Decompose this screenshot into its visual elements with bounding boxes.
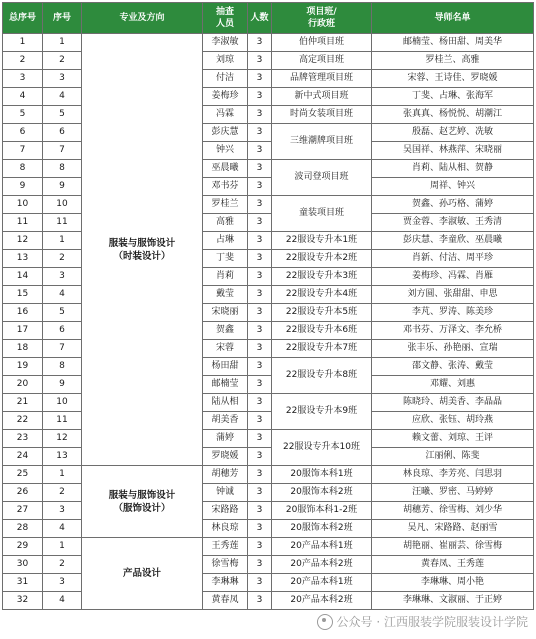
project-cell: 20产品本科1班 <box>272 538 372 556</box>
count-cell: 3 <box>248 538 272 556</box>
table-row <box>3 34 534 52</box>
project-cell: 品牌管理项目班 <box>272 70 372 88</box>
mentor-cell: 赖文蕾、刘琼、王评 <box>372 430 534 448</box>
mentor-cell: 邓书芬、万泽文、李允桥 <box>372 322 534 340</box>
count-cell: 3 <box>248 340 272 358</box>
total-no-cell: 32 <box>3 592 43 610</box>
staff-cell: 丁斐 <box>203 250 248 268</box>
staff-cell: 邮楠莹 <box>203 376 248 394</box>
project-cell: 22服设专升本5班 <box>272 304 372 322</box>
mentor-cell: 周祥、钟兴 <box>372 178 534 196</box>
mentor-cell: 肖新、付洁、周平珍 <box>372 250 534 268</box>
staff-cell: 陆从相 <box>203 394 248 412</box>
count-cell: 3 <box>248 52 272 70</box>
total-no-cell: 23 <box>3 430 43 448</box>
count-cell: 3 <box>248 196 272 214</box>
mentor-cell: 陈晓玲、胡美香、李晶晶 <box>372 394 534 412</box>
mentor-cell: 李琳琳、周小艳 <box>372 574 534 592</box>
mentor-cell: 贾金蓉、李淑敏、王秀清 <box>372 214 534 232</box>
staff-cell: 杨田甜 <box>203 358 248 376</box>
staff-cell: 罗桂兰 <box>203 196 248 214</box>
staff-cell: 王秀莲 <box>203 538 248 556</box>
count-cell: 3 <box>248 232 272 250</box>
staff-cell: 林良琼 <box>203 520 248 538</box>
count-cell: 3 <box>248 88 272 106</box>
count-cell: 3 <box>248 178 272 196</box>
seq-no-cell: 5 <box>43 304 82 322</box>
project-cell: 22服设专升本10班 <box>272 430 372 466</box>
total-no-cell: 10 <box>3 196 43 214</box>
project-cell: 高定项目班 <box>272 52 372 70</box>
staff-cell: 肖莉 <box>203 268 248 286</box>
total-no-cell: 21 <box>3 394 43 412</box>
seq-no-cell: 4 <box>43 88 82 106</box>
mentor-cell: 肖莉、陆从相、贺静 <box>372 160 534 178</box>
staff-cell: 戴莹 <box>203 286 248 304</box>
seq-no-cell: 13 <box>43 448 82 466</box>
seq-no-cell: 2 <box>43 250 82 268</box>
staff-cell: 冯霖 <box>203 106 248 124</box>
staff-cell: 付洁 <box>203 70 248 88</box>
seq-no-cell: 2 <box>43 484 82 502</box>
seq-no-cell: 9 <box>43 178 82 196</box>
total-no-cell: 15 <box>3 286 43 304</box>
mentor-cell: 汪曦、罗密、马婷婷 <box>372 484 534 502</box>
seq-no-cell: 5 <box>43 106 82 124</box>
count-cell: 3 <box>248 430 272 448</box>
total-no-cell: 22 <box>3 412 43 430</box>
count-cell: 3 <box>248 70 272 88</box>
total-no-cell: 7 <box>3 142 43 160</box>
header-project <box>272 3 372 34</box>
seq-no-cell: 7 <box>43 142 82 160</box>
project-cell: 20服饰本科2班 <box>272 520 372 538</box>
project-cell: 22服设专升本1班 <box>272 232 372 250</box>
seq-no-cell: 8 <box>43 160 82 178</box>
count-cell: 3 <box>248 106 272 124</box>
staff-cell: 钟兴 <box>203 142 248 160</box>
total-no-cell: 27 <box>3 502 43 520</box>
count-cell: 3 <box>248 250 272 268</box>
project-cell: 三维潮牌项目班 <box>272 124 372 160</box>
staff-cell: 高雅 <box>203 214 248 232</box>
count-cell: 3 <box>248 322 272 340</box>
project-cell: 20产品本科2班 <box>272 592 372 610</box>
project-cell: 22服设专升本7班 <box>272 340 372 358</box>
total-no-cell: 14 <box>3 268 43 286</box>
mentor-cell: 黄春凤、王秀莲 <box>372 556 534 574</box>
staff-cell: 邓书芬 <box>203 178 248 196</box>
seq-no-cell: 2 <box>43 52 82 70</box>
total-no-cell: 29 <box>3 538 43 556</box>
staff-cell: 彭庆慧 <box>203 124 248 142</box>
seq-no-cell: 8 <box>43 358 82 376</box>
seq-no-cell: 4 <box>43 286 82 304</box>
total-no-cell: 6 <box>3 124 43 142</box>
count-cell: 3 <box>248 502 272 520</box>
header-mentor: 导师名单 <box>372 3 534 34</box>
count-cell: 3 <box>248 358 272 376</box>
staff-cell: 宋蓉 <box>203 340 248 358</box>
project-cell: 新中式项目班 <box>272 88 372 106</box>
seq-no-cell: 3 <box>43 502 82 520</box>
major-direction-cell: 服装与服饰设计 （服饰设计） <box>82 466 203 538</box>
staff-cell: 刘琼 <box>203 52 248 70</box>
mentor-cell: 邓耀、刘惠 <box>372 376 534 394</box>
count-cell: 3 <box>248 520 272 538</box>
header-row <box>3 3 534 34</box>
project-cell: 20产品本科1班 <box>272 574 372 592</box>
total-no-cell: 13 <box>3 250 43 268</box>
project-cell: 伯仲项目班 <box>272 34 372 52</box>
staff-cell: 胡穗芳 <box>203 466 248 484</box>
seq-no-cell: 2 <box>43 556 82 574</box>
mentor-cell: 贺鑫、孙巧格、蒲婷 <box>372 196 534 214</box>
mentor-cell: 殷磊、赵艺婷、冼敏 <box>372 124 534 142</box>
total-no-cell: 17 <box>3 322 43 340</box>
seq-no-cell: 3 <box>43 574 82 592</box>
seq-no-cell: 3 <box>43 268 82 286</box>
staff-cell: 占琳 <box>203 232 248 250</box>
project-cell: 22服设专升本3班 <box>272 268 372 286</box>
seq-no-cell: 1 <box>43 538 82 556</box>
wechat-icon <box>317 614 333 630</box>
mentor-cell: 邵文静、张涛、戴莹 <box>372 358 534 376</box>
seq-no-cell: 6 <box>43 124 82 142</box>
project-cell: 时尚女装项目班 <box>272 106 372 124</box>
total-no-cell: 24 <box>3 448 43 466</box>
total-no-cell: 5 <box>3 106 43 124</box>
staff-cell: 罗晓媛 <box>203 448 248 466</box>
count-cell: 3 <box>248 376 272 394</box>
staff-cell: 巫晨曦 <box>203 160 248 178</box>
total-no-cell: 31 <box>3 574 43 592</box>
total-no-cell: 20 <box>3 376 43 394</box>
count-cell: 3 <box>248 304 272 322</box>
assignment-table <box>2 2 534 610</box>
total-no-cell: 12 <box>3 232 43 250</box>
mentor-cell: 林良琼、李芳亮、闫思羽 <box>372 466 534 484</box>
seq-no-cell: 7 <box>43 340 82 358</box>
total-no-cell: 30 <box>3 556 43 574</box>
staff-cell: 贺鑫 <box>203 322 248 340</box>
total-no-cell: 4 <box>3 88 43 106</box>
total-no-cell: 19 <box>3 358 43 376</box>
staff-cell: 蒲婷 <box>203 430 248 448</box>
seq-no-cell: 10 <box>43 394 82 412</box>
mentor-cell: 张真真、杨悦悦、胡潮江 <box>372 106 534 124</box>
count-cell: 3 <box>248 556 272 574</box>
seq-no-cell: 12 <box>43 430 82 448</box>
staff-cell: 李琳琳 <box>203 574 248 592</box>
mentor-cell: 胡穗芳、徐雪梅、刘少华 <box>372 502 534 520</box>
project-cell: 波司登项目班 <box>272 160 372 196</box>
project-cell: 22服设专升本6班 <box>272 322 372 340</box>
staff-cell: 胡美香 <box>203 412 248 430</box>
header-count: 人数 <box>248 3 272 34</box>
table-row <box>3 466 534 484</box>
total-no-cell: 9 <box>3 178 43 196</box>
mentor-cell: 刘方圆、张甜甜、申思 <box>372 286 534 304</box>
seq-no-cell: 11 <box>43 214 82 232</box>
count-cell: 3 <box>248 124 272 142</box>
count-cell: 3 <box>248 394 272 412</box>
header-total-no: 总序号 <box>3 3 43 34</box>
count-cell: 3 <box>248 412 272 430</box>
mentor-cell: 丁斐、占琳、张海军 <box>372 88 534 106</box>
mentor-cell: 江丽俐、陈斐 <box>372 448 534 466</box>
staff-cell: 钟诚 <box>203 484 248 502</box>
total-no-cell: 8 <box>3 160 43 178</box>
seq-no-cell: 11 <box>43 412 82 430</box>
seq-no-cell: 1 <box>43 466 82 484</box>
project-cell: 20服饰本科1-2班 <box>272 502 372 520</box>
count-cell: 3 <box>248 214 272 232</box>
project-cell: 22服设专升本4班 <box>272 286 372 304</box>
count-cell: 3 <box>248 448 272 466</box>
table-row <box>3 538 534 556</box>
project-cell: 童装项目班 <box>272 196 372 232</box>
seq-no-cell: 1 <box>43 232 82 250</box>
staff-cell: 宋路路 <box>203 502 248 520</box>
project-cell: 22服设专升本8班 <box>272 358 372 394</box>
project-cell: 22服设专升本9班 <box>272 394 372 430</box>
mentor-cell: 宋蓉、王诗佳、罗晓媛 <box>372 70 534 88</box>
total-no-cell: 2 <box>3 52 43 70</box>
watermark-text: 公众号 · 江西服装学院服装设计学院 <box>336 615 528 629</box>
mentor-cell: 姜梅珍、冯霖、肖雁 <box>372 268 534 286</box>
seq-no-cell: 1 <box>43 34 82 52</box>
staff-cell: 黄春凤 <box>203 592 248 610</box>
mentor-cell: 吴凡、宋路路、赵丽雪 <box>372 520 534 538</box>
total-no-cell: 16 <box>3 304 43 322</box>
staff-cell: 李淑敏 <box>203 34 248 52</box>
project-cell: 20服饰本科1班 <box>272 466 372 484</box>
staff-cell: 宋晓丽 <box>203 304 248 322</box>
count-cell: 3 <box>248 592 272 610</box>
count-cell: 3 <box>248 142 272 160</box>
total-no-cell: 3 <box>3 70 43 88</box>
header-major: 专业及方向 <box>82 3 203 34</box>
staff-cell: 姜梅珍 <box>203 88 248 106</box>
total-no-cell: 28 <box>3 520 43 538</box>
total-no-cell: 25 <box>3 466 43 484</box>
count-cell: 3 <box>248 34 272 52</box>
staff-cell: 徐雪梅 <box>203 556 248 574</box>
mentor-cell: 邮楠莹、杨田甜、周美华 <box>372 34 534 52</box>
count-cell: 3 <box>248 268 272 286</box>
major-direction-cell: 产品设计 <box>82 538 203 610</box>
header-project-text: 项目班/ 行政班 <box>306 7 337 29</box>
count-cell: 3 <box>248 286 272 304</box>
total-no-cell: 11 <box>3 214 43 232</box>
mentor-cell: 李琳琳、文淑丽、于正婷 <box>372 592 534 610</box>
seq-no-cell: 4 <box>43 592 82 610</box>
major-direction-cell: 服装与服饰设计 （时装设计） <box>82 34 203 466</box>
mentor-cell: 罗桂兰、高雅 <box>372 52 534 70</box>
seq-no-cell: 3 <box>43 70 82 88</box>
mentor-cell: 胡艳丽、崔丽芸、徐雪梅 <box>372 538 534 556</box>
mentor-cell: 彭庆慧、李童欣、巫晨曦 <box>372 232 534 250</box>
project-cell: 20产品本科2班 <box>272 556 372 574</box>
total-no-cell: 26 <box>3 484 43 502</box>
seq-no-cell: 4 <box>43 520 82 538</box>
header-seq-no: 序号 <box>43 3 82 34</box>
mentor-cell: 张丰乐、孙艳丽、宣瑞 <box>372 340 534 358</box>
count-cell: 3 <box>248 160 272 178</box>
header-staff <box>203 3 248 34</box>
mentor-cell: 吴国祥、林燕萍、宋晓丽 <box>372 142 534 160</box>
count-cell: 3 <box>248 466 272 484</box>
seq-no-cell: 9 <box>43 376 82 394</box>
seq-no-cell: 10 <box>43 196 82 214</box>
project-cell: 22服设专升本2班 <box>272 250 372 268</box>
total-no-cell: 1 <box>3 34 43 52</box>
total-no-cell: 18 <box>3 340 43 358</box>
count-cell: 3 <box>248 484 272 502</box>
mentor-cell: 应欣、张钰、胡玲燕 <box>372 412 534 430</box>
watermark <box>315 612 530 631</box>
seq-no-cell: 6 <box>43 322 82 340</box>
count-cell: 3 <box>248 574 272 592</box>
header-staff-text: 抽查 人员 <box>215 7 234 29</box>
mentor-cell: 李芃、罗涛、陈美珍 <box>372 304 534 322</box>
project-cell: 20服饰本科2班 <box>272 484 372 502</box>
